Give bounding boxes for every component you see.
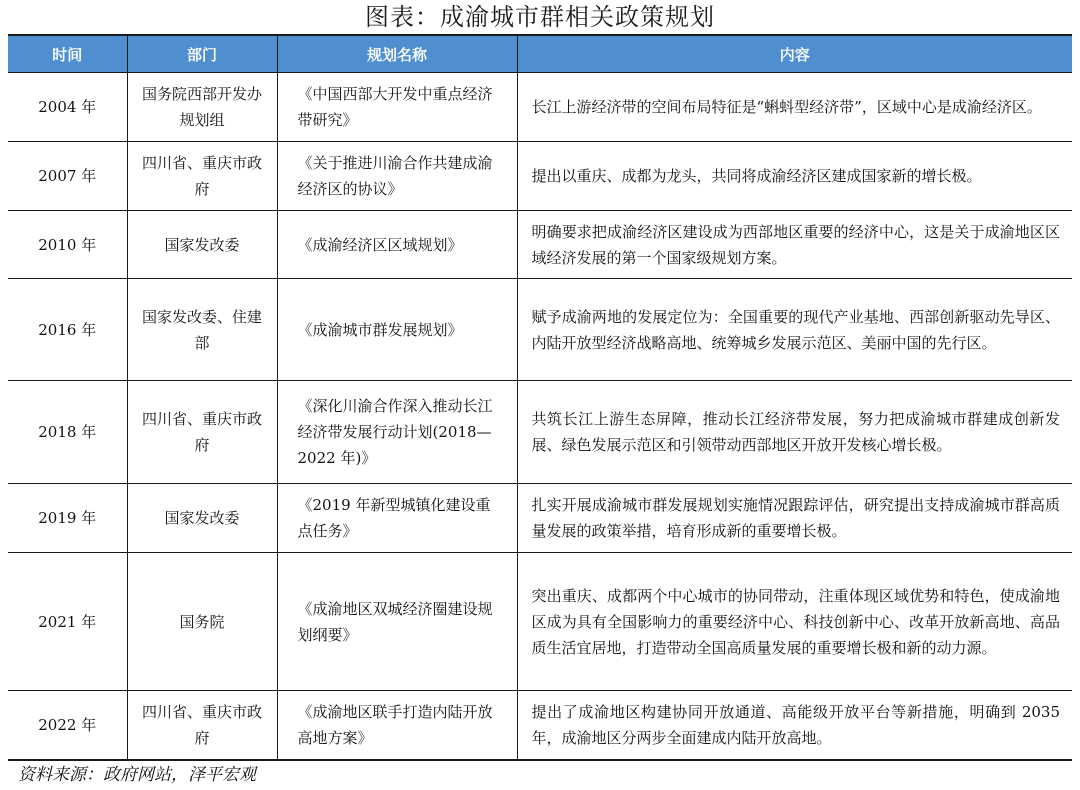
cell-dept: 国务院 xyxy=(127,553,277,691)
cell-content: 赋予成渝两地的发展定位为：全国重要的现代产业基地、西部创新驱动先导区、内陆开放型经济战略高地、统筹城乡发展示范区、美丽中国的先行区。 xyxy=(517,279,1072,381)
source-note: 资料来源：政府网站，泽平宏观 xyxy=(18,765,256,785)
cell-dept: 四川省、重庆市政府 xyxy=(127,381,277,484)
cell-year: 2004 年 xyxy=(8,73,127,142)
cell-content: 长江上游经济带的空间布局特征是“蝌蚪型经济带”，区域中心是成渝经济区。 xyxy=(517,73,1072,142)
cell-plan: 《2019 年新型城镇化建设重点任务》 xyxy=(277,484,517,553)
cell-content: 明确要求把成渝经济区建设成为西部地区重要的经济中心，这是关于成渝地区区域经济发展的第一个国家级规划方案。 xyxy=(517,211,1072,279)
table-row xyxy=(8,484,1072,553)
cell-dept: 四川省、重庆市政府 xyxy=(127,142,277,211)
cell-dept: 国家发改委 xyxy=(127,484,277,553)
cell-content: 共筑长江上游生态屏障，推动长江经济带发展，努力把成渝城市群建成创新发展、绿色发展示范区和引领带动西部地区开放开发核心增长极。 xyxy=(517,381,1072,484)
table-row xyxy=(8,142,1072,211)
cell-plan: 《深化川渝合作深入推动长江经济带发展行动计划(2018—2022 年)》 xyxy=(277,381,517,484)
cell-dept: 国家发改委 xyxy=(127,211,277,279)
table-header-row xyxy=(8,35,1072,73)
cell-content: 扎实开展成渝城市群发展规划实施情况跟踪评估，研究提出支持成渝城市群高质量发展的政策举措，培育形成新的重要增长极。 xyxy=(517,484,1072,553)
cell-content: 提出以重庆、成都为龙头，共同将成渝经济区建成国家新的增长极。 xyxy=(517,142,1072,211)
cell-plan: 《成渝地区联手打造内陆开放高地方案》 xyxy=(277,691,517,760)
policy-table xyxy=(8,34,1072,761)
cell-content: 提出了成渝地区构建协同开放通道、高能级开放平台等新措施，明确到 2035 年，成渝地区分两步全面建成内陆开放高地。 xyxy=(517,691,1072,760)
cell-year: 2019 年 xyxy=(8,484,127,553)
header-dept: 部门 xyxy=(127,35,277,73)
cell-dept: 四川省、重庆市政府 xyxy=(127,691,277,760)
header-time: 时间 xyxy=(8,35,127,73)
cell-year: 2016 年 xyxy=(8,279,127,381)
cell-plan: 《成渝经济区区域规划》 xyxy=(277,211,517,279)
table-row xyxy=(8,279,1072,381)
cell-plan: 《成渝地区双城经济圈建设规划纲要》 xyxy=(277,553,517,691)
table-row xyxy=(8,553,1072,691)
cell-plan: 《中国西部大开发中重点经济带研究》 xyxy=(277,73,517,142)
cell-content: 突出重庆、成都两个中心城市的协同带动，注重体现区域优势和特色，使成渝地区成为具有全国影响力的重要经济中心、科技创新中心、改革开放新高地、高品质生活宜居地，打造带动全国高质量发展的重要增长极和新的动力源。 xyxy=(517,553,1072,691)
table-row xyxy=(8,73,1072,142)
table-row xyxy=(8,381,1072,484)
cell-dept: 国务院西部开发办规划组 xyxy=(127,73,277,142)
table-title: 图表：成渝城市群相关政策规划 xyxy=(365,3,715,31)
cell-year: 2007 年 xyxy=(8,142,127,211)
policy-table-container xyxy=(8,34,1072,761)
header-plan: 规划名称 xyxy=(277,35,517,73)
table-row xyxy=(8,691,1072,760)
cell-year: 2021 年 xyxy=(8,553,127,691)
cell-year: 2010 年 xyxy=(8,211,127,279)
table-row xyxy=(8,211,1072,279)
cell-year: 2018 年 xyxy=(8,381,127,484)
cell-dept: 国家发改委、住建部 xyxy=(127,279,277,381)
cell-plan: 《关于推进川渝合作共建成渝经济区的协议》 xyxy=(277,142,517,211)
cell-plan: 《成渝城市群发展规划》 xyxy=(277,279,517,381)
cell-year: 2022 年 xyxy=(8,691,127,760)
header-content: 内容 xyxy=(517,35,1072,73)
